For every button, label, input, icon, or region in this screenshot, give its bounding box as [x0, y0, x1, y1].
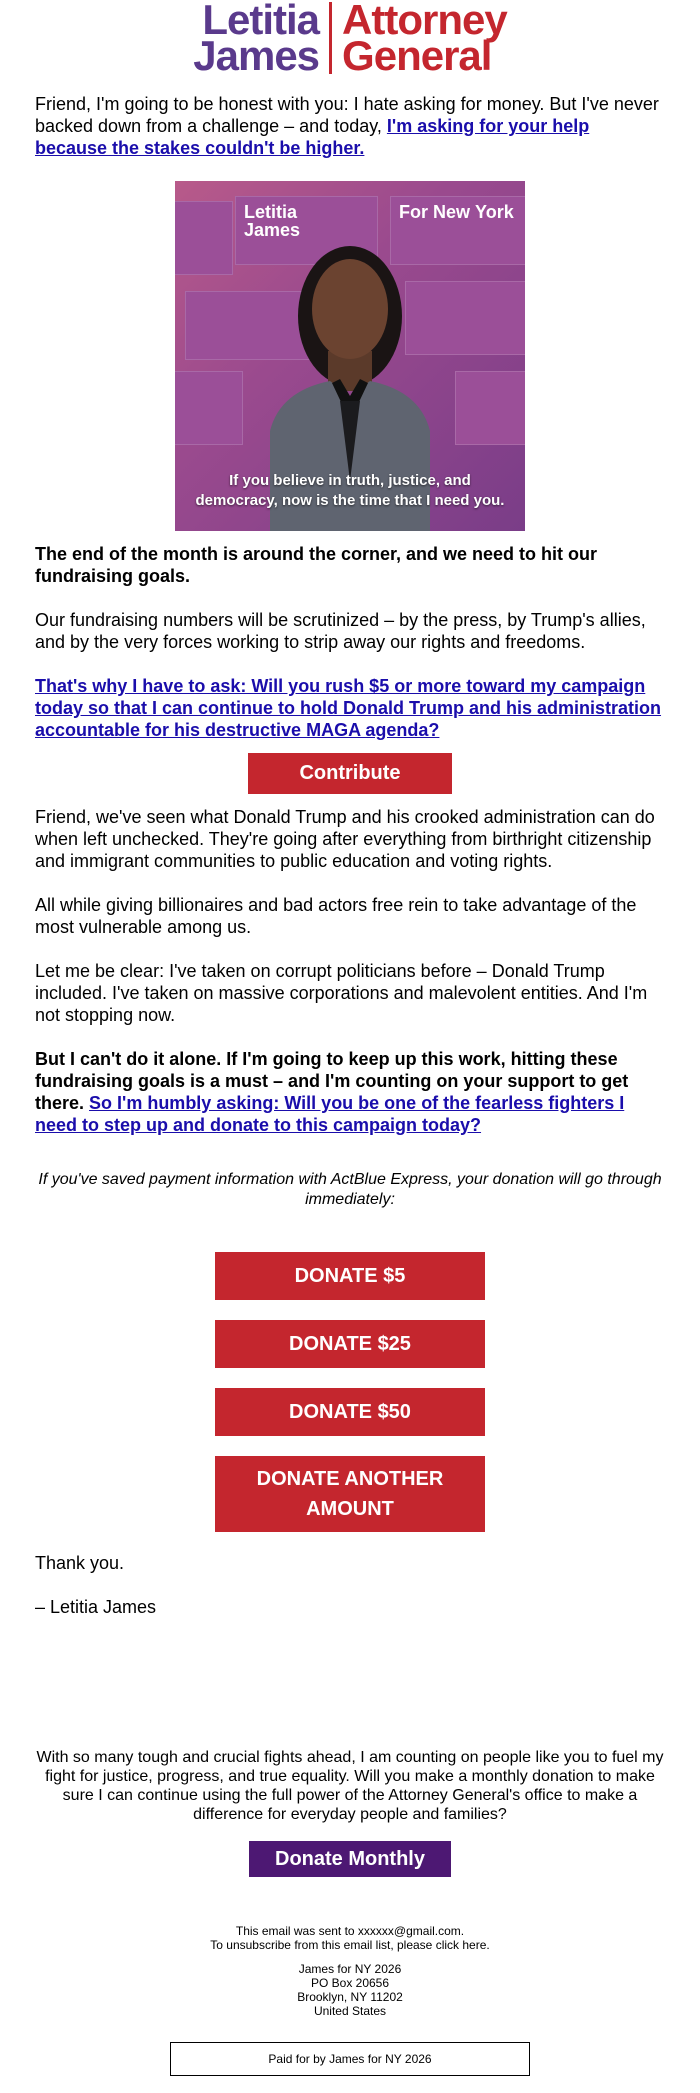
video-thumbnail[interactable] [175, 181, 525, 531]
trump-paragraph: Friend, we've seen what Donald Trump and his crooked administration can do when left unchecked. They're going after everything from birthright citizenship and immigrant communities to public education and voting rights. [35, 807, 655, 871]
campaign-logo[interactable] [0, 0, 700, 79]
logo-name [193, 0, 320, 79]
video-caption-line1: If you believe in truth, justice, and [229, 472, 471, 489]
email-body [0, 93, 700, 2076]
poster-bg [175, 371, 243, 445]
logo-title-attorney: Attorney [342, 0, 507, 43]
donate-other-amount-button[interactable] [215, 1456, 485, 1532]
alone-paragraph [35, 1048, 665, 1136]
poster-bg [455, 371, 525, 445]
footer-sent-to: This email was sent to xxxxxx@gmail.com. [235, 1924, 465, 1938]
video-caption-line2: democracy, now is the time that I need you. [195, 492, 505, 509]
poster-tag-3: York [475, 202, 514, 222]
alone-bold-text: But I can't do it alone. If I'm going to keep up this work, hitting these fundraising goals is a must – and I'm counting on your support to get there. [35, 1049, 629, 1113]
footer-po-box: PO Box 20656 [310, 1976, 390, 1990]
poster-bg [175, 201, 233, 275]
footer-org: James for NY 2026 [298, 1962, 402, 1976]
ask-paragraph [35, 675, 665, 741]
logo-title [342, 0, 507, 79]
donate-monthly-button[interactable]: Donate Monthly [249, 1841, 451, 1877]
poster-tag-2: New [433, 202, 471, 222]
poster-name-1: Letitia [244, 202, 298, 222]
contribute-button[interactable]: Contribute [248, 753, 452, 794]
thank-you: Thank you. [35, 1553, 125, 1573]
footer-country: United States [313, 2004, 387, 2018]
logo-last-name: James [193, 32, 320, 79]
intro-paragraph [35, 93, 665, 159]
scrutiny-paragraph: Our fundraising numbers will be scrutinized – by the press, by Trump's allies, and by the very forces working to strip away our rights and freedoms. [35, 610, 646, 652]
donate-25-button[interactable]: DONATE $25 [215, 1320, 485, 1368]
footer-address [35, 1962, 665, 2018]
logo-title-general: General [342, 32, 492, 79]
poster-tag-1: For [399, 202, 428, 222]
donate-other-line1: DONATE ANOTHER [256, 1468, 444, 1490]
donate-other-line2: AMOUNT [306, 1498, 394, 1520]
clear-paragraph: Let me be clear: I've taken on corrupt politicians before – Donald Trump included. I've taken on massive corporations and malevolent entities. And I'm not stopping now. [35, 961, 648, 1025]
fundraising-heading: The end of the month is around the corner, and we need to hit our fundraising goals. [35, 544, 598, 586]
monthly-appeal: With so many tough and crucial fights ahead, I am counting on people like you to fuel my fight for justice, progress, and true equality. Will you make a monthly donation to make sure I can continue using the full power of the Attorney General's office to make a difference for everyday people and families? [36, 1749, 664, 1823]
intro-text: Friend, I'm going to be honest with you: I hate asking for money. But I've never backed down from a challenge – and today, [35, 94, 659, 136]
fearless-fighters-link[interactable]: So I'm humbly asking: Will you be one of the fearless fighters I need to step up and donate to this campaign today? [35, 1093, 625, 1135]
logo-divider [329, 2, 332, 74]
paid-for-disclaimer: Paid for by James for NY 2026 [170, 2042, 530, 2076]
poster-name-2: James [244, 220, 301, 240]
donate-50-button[interactable]: DONATE $50 [215, 1388, 485, 1436]
intro-help-link[interactable]: I'm asking for your help because the stakes couldn't be higher. [35, 116, 590, 158]
actblue-note: If you've saved payment information with ActBlue Express, your donation will go through immediately: [38, 1171, 662, 1208]
rush-5-link[interactable]: That's why I have to ask: Will you rush $5 or more toward my campaign today so that I can continue to hold Donald Trump and his administration accountable for his destructive MAGA agenda? [35, 676, 662, 740]
signature: – Letitia James [35, 1597, 157, 1617]
donate-5-button[interactable]: DONATE $5 [215, 1252, 485, 1300]
video-caption [175, 471, 525, 511]
footer-city: Brooklyn, NY 11202 [297, 1990, 403, 2004]
footer-email-info [35, 1924, 665, 1952]
logo-first-name: Letitia [202, 0, 320, 43]
billionaires-paragraph: All while giving billionaires and bad actors free rein to take advantage of the most vulnerable among us. [35, 895, 637, 937]
footer-unsubscribe[interactable]: To unsubscribe from this email list, please click here. [210, 1938, 490, 1952]
